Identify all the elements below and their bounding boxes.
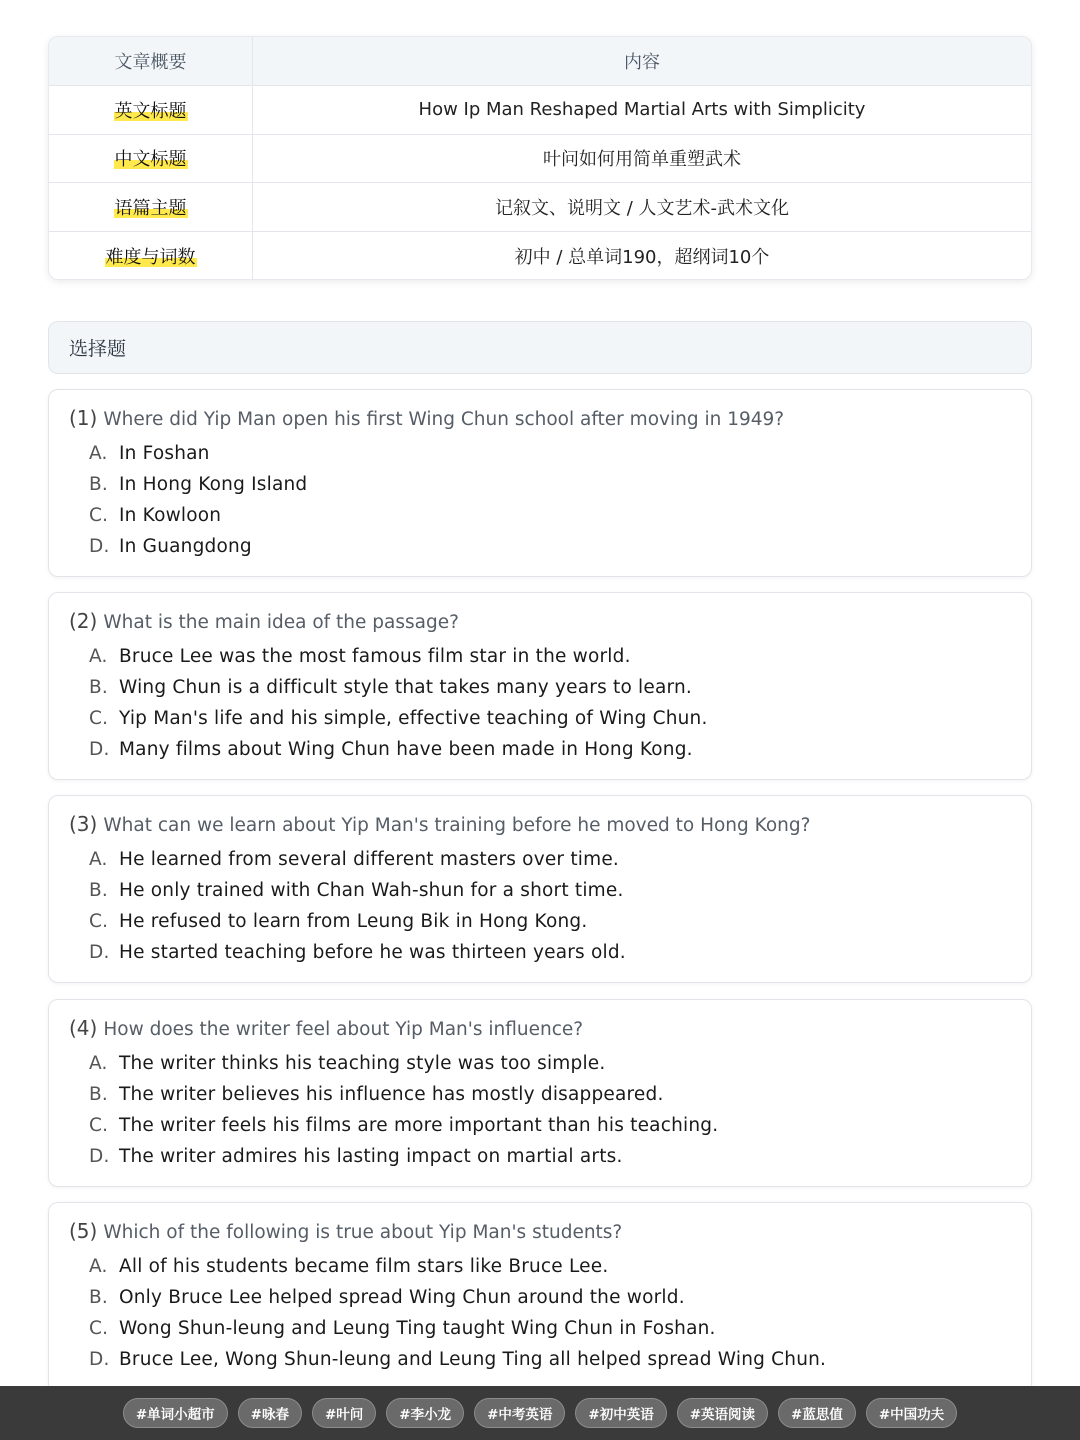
question-text: Which of the following is true about Yip Man's students? xyxy=(103,1222,623,1243)
option-c[interactable] xyxy=(89,1313,826,1344)
option-d[interactable] xyxy=(89,531,307,562)
option-letter: D. xyxy=(89,942,110,963)
option-b[interactable] xyxy=(89,875,626,906)
option-letter: B. xyxy=(89,474,108,495)
option-letter: C. xyxy=(89,1115,109,1136)
option-d[interactable] xyxy=(89,734,708,765)
option-d[interactable] xyxy=(89,1344,826,1375)
question-card xyxy=(48,592,1032,780)
summary-value: 叶问如何用简单重塑武术 xyxy=(543,149,741,171)
option-list xyxy=(89,1048,718,1172)
hashtag-chip[interactable]: #单词小超市 xyxy=(123,1398,228,1428)
option-c[interactable] xyxy=(89,500,307,531)
question-number: (4) xyxy=(69,1016,98,1040)
option-list xyxy=(89,438,307,562)
summary-header-right: 内容 xyxy=(624,52,660,73)
option-a[interactable] xyxy=(89,1048,718,1079)
question-number: (2) xyxy=(69,609,98,633)
option-a[interactable] xyxy=(89,1251,826,1282)
option-letter: C. xyxy=(89,911,109,932)
summary-value: 初中 / 总单词190，超纲词10个 xyxy=(514,247,770,269)
option-b[interactable] xyxy=(89,1079,718,1110)
option-a[interactable] xyxy=(89,641,708,672)
option-text: Wing Chun is a difficult style that takes many years to learn. xyxy=(119,677,692,698)
option-text: The writer believes his influence has mostly disappeared. xyxy=(119,1084,664,1105)
option-d[interactable] xyxy=(89,1141,718,1172)
option-text: In Kowloon xyxy=(119,505,222,526)
option-text: All of his students became film stars like Bruce Lee. xyxy=(119,1256,609,1277)
option-list xyxy=(89,1251,826,1375)
option-letter: D. xyxy=(89,1146,110,1167)
option-list xyxy=(89,844,626,968)
option-letter: A. xyxy=(89,443,108,464)
option-text: Bruce Lee, Wong Shun-leung and Leung Ting all helped spread Wing Chun. xyxy=(119,1349,827,1370)
option-text: Many films about Wing Chun have been made in Hong Kong. xyxy=(119,739,693,760)
option-letter: C. xyxy=(89,1318,109,1339)
option-c[interactable] xyxy=(89,906,626,937)
section-title: 选择题 xyxy=(48,321,1032,374)
question-number: (3) xyxy=(69,812,98,836)
hashtag-chip[interactable]: #初中英语 xyxy=(575,1398,666,1428)
hashtag-chip[interactable]: #咏春 xyxy=(238,1398,302,1428)
option-list xyxy=(89,641,708,765)
option-a[interactable] xyxy=(89,844,626,875)
summary-value: 记叙文、说明文 / 人文艺术-武术文化 xyxy=(494,197,789,219)
option-text: The writer feels his films are more important than his teaching. xyxy=(119,1115,719,1136)
summary-label: 英文标题 xyxy=(114,97,188,123)
option-letter: B. xyxy=(89,1287,108,1308)
option-text: He refused to learn from Leung Bik in Hong Kong. xyxy=(119,911,588,932)
option-b[interactable] xyxy=(89,1282,826,1313)
option-letter: C. xyxy=(89,708,109,729)
option-letter: D. xyxy=(89,1349,110,1370)
option-text: The writer admires his lasting impact on martial arts. xyxy=(119,1146,623,1167)
option-letter: A. xyxy=(89,646,108,667)
option-letter: C. xyxy=(89,505,109,526)
summary-label: 中文标题 xyxy=(114,145,188,171)
question-text: How does the writer feel about Yip Man's influence? xyxy=(103,1019,584,1040)
option-letter: A. xyxy=(89,849,108,870)
question-number: (1) xyxy=(69,406,98,430)
summary-label: 语篇主题 xyxy=(114,194,188,220)
option-letter: B. xyxy=(89,677,108,698)
option-text: Wong Shun-leung and Leung Ting taught Wing Chun in Foshan. xyxy=(119,1318,716,1339)
option-text: He learned from several different masters over time. xyxy=(119,849,619,870)
hashtag-chip[interactable]: #叶问 xyxy=(312,1398,376,1428)
hashtag-chip[interactable]: #蓝思值 xyxy=(778,1398,856,1428)
option-d[interactable] xyxy=(89,937,626,968)
summary-row xyxy=(49,232,1031,280)
option-letter: A. xyxy=(89,1256,108,1277)
option-text: He started teaching before he was thirteen years old. xyxy=(119,942,626,963)
question-number: (5) xyxy=(69,1219,98,1243)
summary-label: 难度与词数 xyxy=(105,243,197,269)
option-text: In Guangdong xyxy=(119,536,252,557)
question-card xyxy=(48,389,1032,577)
option-text: In Foshan xyxy=(119,443,210,464)
question-card xyxy=(48,1202,1032,1386)
option-letter: A. xyxy=(89,1053,108,1074)
summary-header-left: 文章概要 xyxy=(49,37,253,85)
question-text: Where did Yip Man open his first Wing Chun school after moving in 1949? xyxy=(103,409,785,430)
summary-row xyxy=(49,86,1031,135)
summary-row xyxy=(49,135,1031,184)
hashtag-chip[interactable]: #中考英语 xyxy=(474,1398,565,1428)
option-letter: B. xyxy=(89,1084,108,1105)
summary-row xyxy=(49,183,1031,232)
question-card xyxy=(48,999,1032,1187)
option-c[interactable] xyxy=(89,1110,718,1141)
option-text: Bruce Lee was the most famous film star in the world. xyxy=(119,646,631,667)
summary-header-row xyxy=(49,37,1031,86)
option-letter: D. xyxy=(89,739,110,760)
option-b[interactable] xyxy=(89,469,307,500)
option-letter: B. xyxy=(89,880,108,901)
option-b[interactable] xyxy=(89,672,708,703)
question-text: What is the main idea of the passage? xyxy=(103,612,459,633)
option-text: The writer thinks his teaching style was too simple. xyxy=(119,1053,606,1074)
question-text: What can we learn about Yip Man's training before he moved to Hong Kong? xyxy=(103,815,811,836)
hashtag-chip[interactable]: #李小龙 xyxy=(386,1398,464,1428)
hashtag-chip[interactable]: #中国功夫 xyxy=(866,1398,957,1428)
hashtag-chip[interactable]: #英语阅读 xyxy=(677,1398,768,1428)
option-text: Only Bruce Lee helped spread Wing Chun around the world. xyxy=(119,1287,685,1308)
option-text: Yip Man's life and his simple, effective teaching of Wing Chun. xyxy=(119,708,708,729)
question-card xyxy=(48,795,1032,983)
option-text: In Hong Kong Island xyxy=(119,474,308,495)
option-c[interactable] xyxy=(89,703,708,734)
option-a[interactable] xyxy=(89,438,307,469)
hashtag-bar xyxy=(0,1386,1080,1440)
summary-table xyxy=(48,36,1032,280)
summary-value: How Ip Man Reshaped Martial Arts with Simplicity xyxy=(418,99,866,121)
option-text: He only trained with Chan Wah-shun for a short time. xyxy=(119,880,624,901)
option-letter: D. xyxy=(89,536,110,557)
